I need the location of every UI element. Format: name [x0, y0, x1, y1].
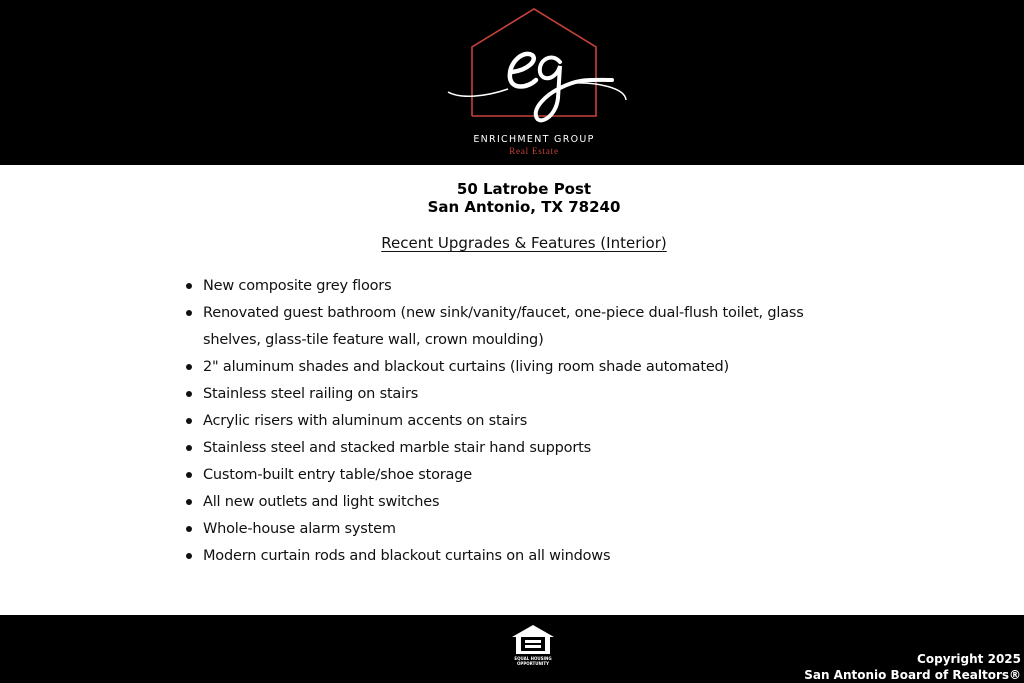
- feature-text: Modern curtain rods and blackout curtains on all windows: [203, 548, 611, 564]
- feature-item: [186, 273, 846, 300]
- bullet-icon: [186, 472, 192, 478]
- brand-subtitle: Real Estate: [509, 146, 559, 156]
- feature-text: New composite grey floors: [203, 278, 392, 294]
- equal-housing-text: EQUAL HOUSING OPPORTUNITY: [514, 656, 552, 666]
- feature-item: [186, 462, 846, 489]
- section-title: Recent Upgrades & Features (Interior): [381, 234, 667, 252]
- bullet-icon: [186, 418, 192, 424]
- feature-text: Acrylic risers with aluminum accents on stairs: [203, 413, 528, 429]
- footer-bar: [0, 615, 1024, 683]
- feature-item: [186, 300, 846, 354]
- bullet-icon: [186, 553, 192, 559]
- feature-text: 2" aluminum shades and blackout curtains (living room shade automated): [203, 359, 730, 375]
- copyright-line-2: San Antonio Board of Realtors®: [804, 668, 1021, 682]
- feature-item: [186, 516, 846, 543]
- copyright-notice: [804, 651, 1021, 683]
- features-list: [186, 273, 846, 570]
- bullet-icon: [186, 526, 192, 532]
- address-line-1: 50 Latrobe Post: [456, 180, 592, 198]
- bullet-icon: [186, 364, 192, 370]
- brand-name: ENRICHMENT GROUP: [473, 134, 595, 145]
- feature-item: [186, 354, 846, 381]
- feature-text: Custom-built entry table/shoe storage: [203, 467, 472, 483]
- feature-item: [186, 489, 846, 516]
- header-banner: [0, 0, 1024, 165]
- bullet-icon: [186, 499, 192, 505]
- feature-item: [186, 408, 846, 435]
- bullet-icon: [186, 310, 192, 316]
- feature-item: [186, 543, 846, 570]
- feature-item: [186, 381, 846, 408]
- feature-item: [186, 435, 846, 462]
- address-line-2: San Antonio, TX 78240: [427, 198, 621, 216]
- bullet-icon: [186, 445, 192, 451]
- bullet-icon: [186, 283, 192, 289]
- feature-text: Renovated guest bathroom (new sink/vanity/faucet, one-piece dual-flush toilet, glass shelves, glass-tile feature wall, crown moulding): [203, 305, 804, 348]
- property-address: [0, 180, 1024, 216]
- feature-text: Stainless steel railing on stairs: [203, 386, 419, 402]
- feature-text: All new outlets and light switches: [203, 494, 440, 510]
- bullet-icon: [186, 391, 192, 397]
- copyright-line-1: Copyright 2025: [917, 652, 1021, 666]
- feature-text: Whole-house alarm system: [203, 521, 396, 537]
- feature-text: Stainless steel and stacked marble stair hand supports: [203, 440, 591, 456]
